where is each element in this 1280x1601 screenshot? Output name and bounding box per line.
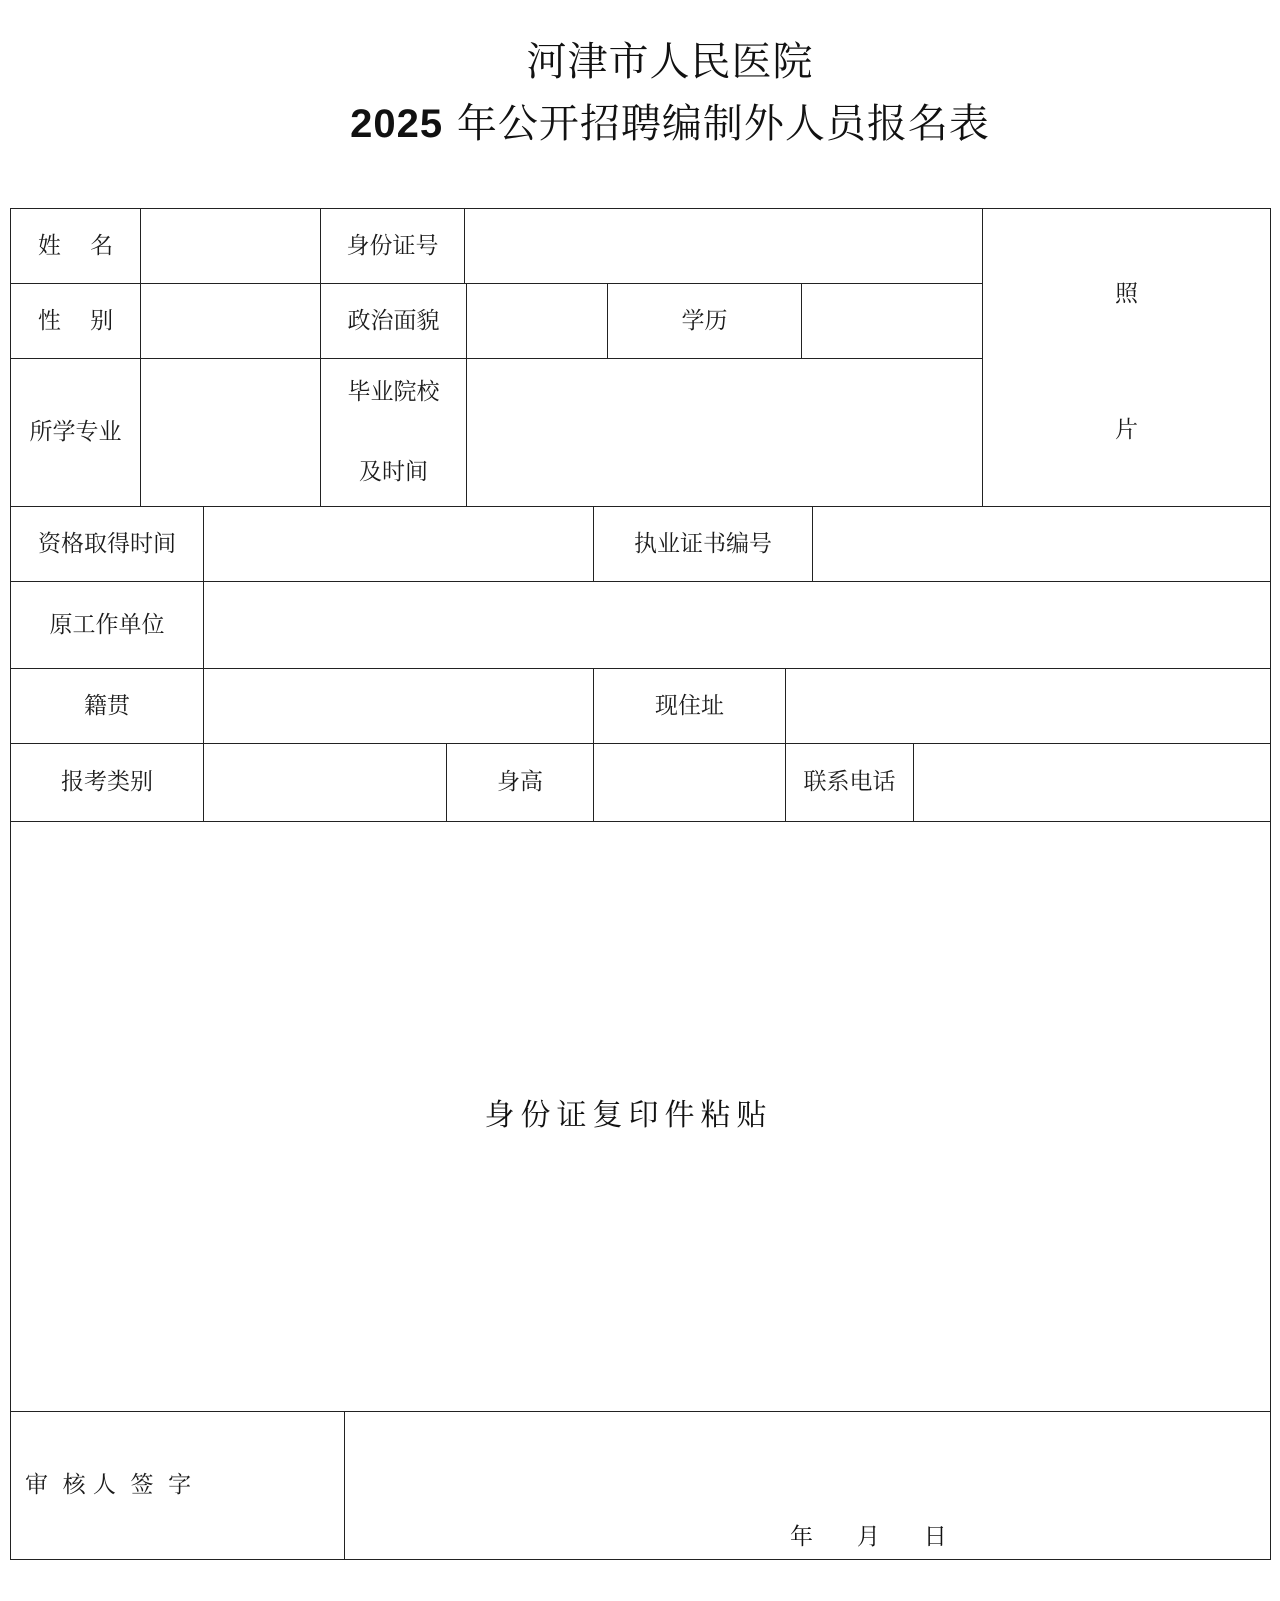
- native-place-label-cell: [10, 668, 204, 744]
- education-label: 学历: [681, 307, 728, 334]
- photo-box[interactable]: [982, 208, 1271, 507]
- school-label-line2: 及时间: [359, 459, 428, 485]
- education-input[interactable]: [801, 283, 983, 359]
- id-number-label: 身份证号: [346, 232, 439, 259]
- phone-input[interactable]: [913, 743, 1271, 822]
- height-input[interactable]: [593, 743, 786, 822]
- current-address-input[interactable]: [785, 668, 1271, 744]
- school-label-cell: [320, 358, 467, 507]
- name-label-cell: [10, 208, 141, 284]
- gender-label-cell: [10, 283, 141, 359]
- former-employer-label-cell: [10, 581, 204, 669]
- application-category-input[interactable]: [203, 743, 447, 822]
- height-label-cell: [446, 743, 594, 822]
- qualification-time-label-cell: [10, 506, 204, 582]
- native-place-input[interactable]: [203, 668, 594, 744]
- application-category-label-cell: [10, 743, 204, 822]
- political-status-label: 政治面貌: [347, 307, 440, 334]
- id-copy-paste-area[interactable]: [10, 821, 1271, 1412]
- name-label: 姓 名: [37, 232, 114, 259]
- license-number-label-cell: [593, 506, 813, 582]
- form-subtitle: [0, 92, 1280, 149]
- id-number-label-cell: [320, 208, 465, 284]
- reviewer-signature-label-cell: [10, 1411, 345, 1560]
- signature-date: 年 月 日: [790, 1524, 947, 1550]
- former-employer-input[interactable]: [203, 581, 1271, 669]
- major-input[interactable]: [140, 358, 321, 507]
- native-place-label: 籍贯: [84, 692, 130, 719]
- education-label-cell: [607, 283, 802, 359]
- current-address-label: 现住址: [655, 692, 724, 719]
- school-input[interactable]: [466, 358, 983, 507]
- major-label: 所学专业: [29, 419, 122, 445]
- gender-input[interactable]: [140, 283, 321, 359]
- id-number-input[interactable]: [464, 208, 983, 284]
- photo-label-2: 片: [1115, 417, 1138, 443]
- license-number-label: 执业证书编号: [634, 530, 772, 557]
- reviewer-signature-input[interactable]: [344, 1411, 1271, 1560]
- political-status-label-cell: [320, 283, 467, 359]
- qualification-time-label: 资格取得时间: [38, 530, 176, 557]
- school-label-line1: 毕业院校: [347, 379, 440, 405]
- name-input[interactable]: [140, 208, 321, 284]
- application-category-label: 报考类别: [61, 769, 153, 795]
- id-copy-label: 身份证复印件粘贴: [484, 1097, 773, 1133]
- form-subtitle-text: 年公开招聘编制外人员报名表: [443, 101, 990, 147]
- reviewer-signature-label: 审 核 人 签 字: [25, 1472, 192, 1498]
- political-status-input[interactable]: [466, 283, 608, 359]
- license-number-input[interactable]: [812, 506, 1271, 582]
- form-subtitle-year: 2025: [350, 102, 444, 146]
- former-employer-label: 原工作单位: [49, 611, 165, 638]
- qualification-time-input[interactable]: [203, 506, 594, 582]
- major-label-cell: [10, 358, 141, 507]
- photo-label-1: 照: [1115, 281, 1138, 307]
- gender-label: 性 别: [37, 307, 114, 334]
- form-title: 河津市人民医院: [526, 39, 814, 85]
- current-address-label-cell: [593, 668, 786, 744]
- phone-label: 联系电话: [803, 769, 896, 795]
- phone-label-cell: [785, 743, 914, 822]
- height-label: 身高: [497, 769, 543, 795]
